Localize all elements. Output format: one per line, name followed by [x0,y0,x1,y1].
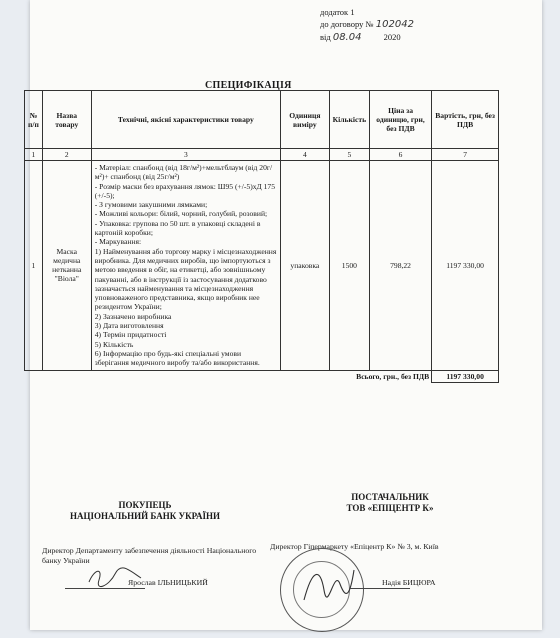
col-header: Одиниця виміру [280,91,329,149]
specification-table [24,90,499,383]
product-description: - Матеріал: спанбонд (від 18г/м²)+мельтблаум (від 20г/м²)+ спанбонд (від 25г/м²) - Розмір маски без врахування лямок: Ш95 (+/-5)хД 175 (+/-5); - З гумовими закушними лямками; - Можливі кольори: білий, чорний, голубий, розовий; - Упаковка: групова по 50 шт. в упаковці складені в картоній коробки; - Маркування: 1) Найменування або торгову марку і місцезнаходження виробника. Для медичних виробів, що імпортуються з метою введення в обіг, на етикетці, або зовнішньому пакуванні, або в інструкції із застосування додатково зазначається найменування та місцезнаходження уповноваженого представника, якщо виробник нее резидентом України; 2) Зазначено виробника 3) Дата виготовлення 4) Термін придатності 5) Кількість 6) Інформацію про будь-які спеціальні умови зберігання медичного виробу та/або використання. [91,161,280,371]
contract-year: 2020 [383,32,401,42]
column-number-row: 1 2 3 4 5 6 7 [25,149,499,161]
table-header-row [25,91,499,149]
supplier-signature-line [350,588,410,589]
appendix-header [320,6,414,44]
line-total: 1197 330,00 [432,161,499,371]
supplier-name: ТОВ «ЕПІЦЕНТР К» [346,503,434,513]
col-header: Технічні, якісні характеристики товару [91,91,280,149]
unit: упаковка [280,161,329,371]
buyer-role: ПОКУПЕЦЬ [118,500,172,510]
grand-total: 1197 330,00 [432,370,499,382]
row-number: 1 [25,161,43,371]
supplier-position: Директор Гіпермаркету «Епіцентр К» № 3, м. Київ [270,542,439,551]
supplier-signature [298,560,358,610]
buyer-block [50,500,240,522]
date-line: від 08.04 2020 [320,32,401,43]
appendix-line: додаток 1 [320,7,355,17]
col-header: Вартість, грн, без ПДВ [432,91,499,149]
contract-date: 08.04 [332,32,362,43]
col-header: № п/п [25,91,43,149]
col-header: Назва товару [42,91,91,149]
buyer-position: Директор Департаменту забезпечення діяльності Національного банку України [42,546,257,565]
document-page [27,0,542,630]
table-row [25,161,499,371]
buyer-name: НАЦІОНАЛЬНИЙ БАНК УКРАЇНИ [70,511,220,521]
contract-number: 102042 [375,19,414,30]
col-header: Кількість [329,91,369,149]
supplier-role: ПОСТАЧАЛЬНИК [351,492,429,502]
product-name: Маска медична нетканна "Віола" [42,161,91,371]
quantity: 1500 [329,161,369,371]
col-header: Ціна за одиницю, грн, без ПДВ [369,91,431,149]
supplier-person: Надія БИЦЮРА [382,578,436,587]
document-title: СПЕЦИФІКАЦІЯ [205,80,292,91]
unit-price: 798,22 [369,161,431,371]
total-row [25,370,499,382]
buyer-signature-line [65,588,145,589]
supplier-block [320,492,460,514]
contract-line: до договору № 102042 [320,19,414,30]
buyer-person: Ярослав ІЛЬНИЦЬКИЙ [128,578,208,587]
total-label: Всього, грн., без ПДВ [356,371,430,381]
